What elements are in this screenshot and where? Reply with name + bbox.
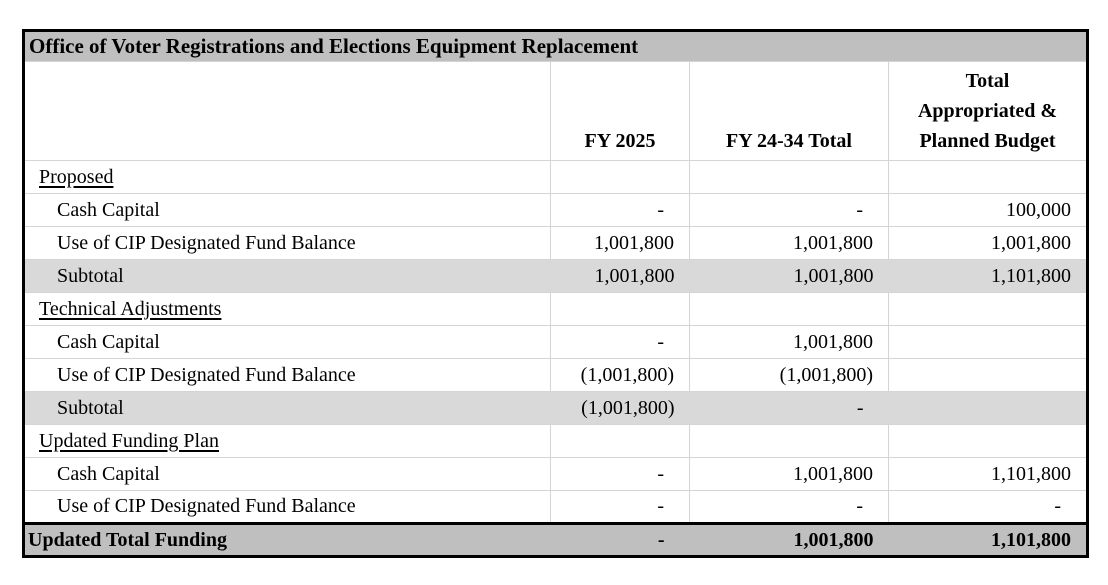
cell-fy-2025: [551, 293, 690, 326]
table-row: [24, 491, 1088, 524]
row-label: Subtotal: [24, 260, 551, 293]
header-total-line-2: Appropriated &: [917, 100, 1058, 122]
cell-fy-2025: -: [551, 491, 690, 524]
cell-fy-2025: -: [551, 326, 690, 359]
header-fy-2025: FY 2025: [551, 62, 690, 161]
cell-fy-24-34-total: -: [690, 491, 889, 524]
cell-fy-2025: 1,001,800: [551, 260, 690, 293]
cell-total-appropriated: [889, 161, 1088, 194]
table-row: [24, 161, 1088, 194]
cell-total-appropriated: 1,001,800: [889, 227, 1088, 260]
cell-fy-24-34-total: 1,001,800: [690, 524, 889, 557]
cell-fy-24-34-total: [690, 293, 889, 326]
cell-total-appropriated: [889, 425, 1088, 458]
cell-total-appropriated: -: [889, 491, 1088, 524]
table-row: [24, 524, 1088, 557]
cell-fy-2025: (1,001,800): [551, 359, 690, 392]
cell-total-appropriated: 1,101,800: [889, 524, 1088, 557]
cell-fy-2025: -: [551, 458, 690, 491]
cell-fy-24-34-total: -: [690, 392, 889, 425]
row-label: Use of CIP Designated Fund Balance: [24, 359, 551, 392]
cell-fy-24-34-total: [690, 161, 889, 194]
cell-fy-2025: -: [551, 194, 690, 227]
row-label: Technical Adjustments: [24, 293, 551, 326]
cell-fy-2025: [551, 161, 690, 194]
cell-fy-24-34-total: -: [690, 194, 889, 227]
table-title-row: [24, 31, 1088, 62]
table-row: [24, 359, 1088, 392]
row-label: Cash Capital: [24, 326, 551, 359]
cell-fy-24-34-total: [690, 425, 889, 458]
cell-fy-24-34-total: 1,001,800: [690, 458, 889, 491]
cell-total-appropriated: 1,101,800: [889, 458, 1088, 491]
header-fy-24-34-total: FY 24-34 Total: [690, 62, 889, 161]
cell-fy-24-34-total: 1,001,800: [690, 326, 889, 359]
cell-fy-2025: 1,001,800: [551, 227, 690, 260]
table-row: [24, 425, 1088, 458]
cell-total-appropriated: [889, 293, 1088, 326]
cell-fy-24-34-total: 1,001,800: [690, 260, 889, 293]
table-title: Office of Voter Registrations and Elections Equipment Replacement: [24, 31, 1088, 62]
row-label: Updated Funding Plan: [24, 425, 551, 458]
table-row: [24, 293, 1088, 326]
table-row: [24, 194, 1088, 227]
table-row: [24, 260, 1088, 293]
table-row: [24, 392, 1088, 425]
cell-fy-2025: -: [551, 524, 690, 557]
row-label: Cash Capital: [24, 194, 551, 227]
table-row: [24, 227, 1088, 260]
cell-total-appropriated: 100,000: [889, 194, 1088, 227]
row-label: Use of CIP Designated Fund Balance: [24, 491, 551, 524]
cell-fy-2025: (1,001,800): [551, 392, 690, 425]
row-label: Proposed: [24, 161, 551, 194]
budget-table: [22, 29, 1089, 558]
row-label: Updated Total Funding: [24, 524, 551, 557]
row-label: Use of CIP Designated Fund Balance: [24, 227, 551, 260]
cell-total-appropriated: [889, 326, 1088, 359]
header-total-appropriated: [889, 62, 1088, 161]
row-label: Subtotal: [24, 392, 551, 425]
table-row: [24, 458, 1088, 491]
header-total-line-1: Total: [965, 70, 1010, 92]
cell-fy-24-34-total: 1,001,800: [690, 227, 889, 260]
table-body: [24, 161, 1088, 557]
cell-fy-2025: [551, 425, 690, 458]
column-header-row: [24, 62, 1088, 161]
cell-fy-24-34-total: (1,001,800): [690, 359, 889, 392]
row-label: Cash Capital: [24, 458, 551, 491]
header-label-spacer: [24, 62, 551, 161]
table-row: [24, 326, 1088, 359]
header-total-line-3: Planned Budget: [919, 130, 1056, 152]
cell-total-appropriated: [889, 392, 1088, 425]
cell-total-appropriated: [889, 359, 1088, 392]
cell-total-appropriated: 1,101,800: [889, 260, 1088, 293]
